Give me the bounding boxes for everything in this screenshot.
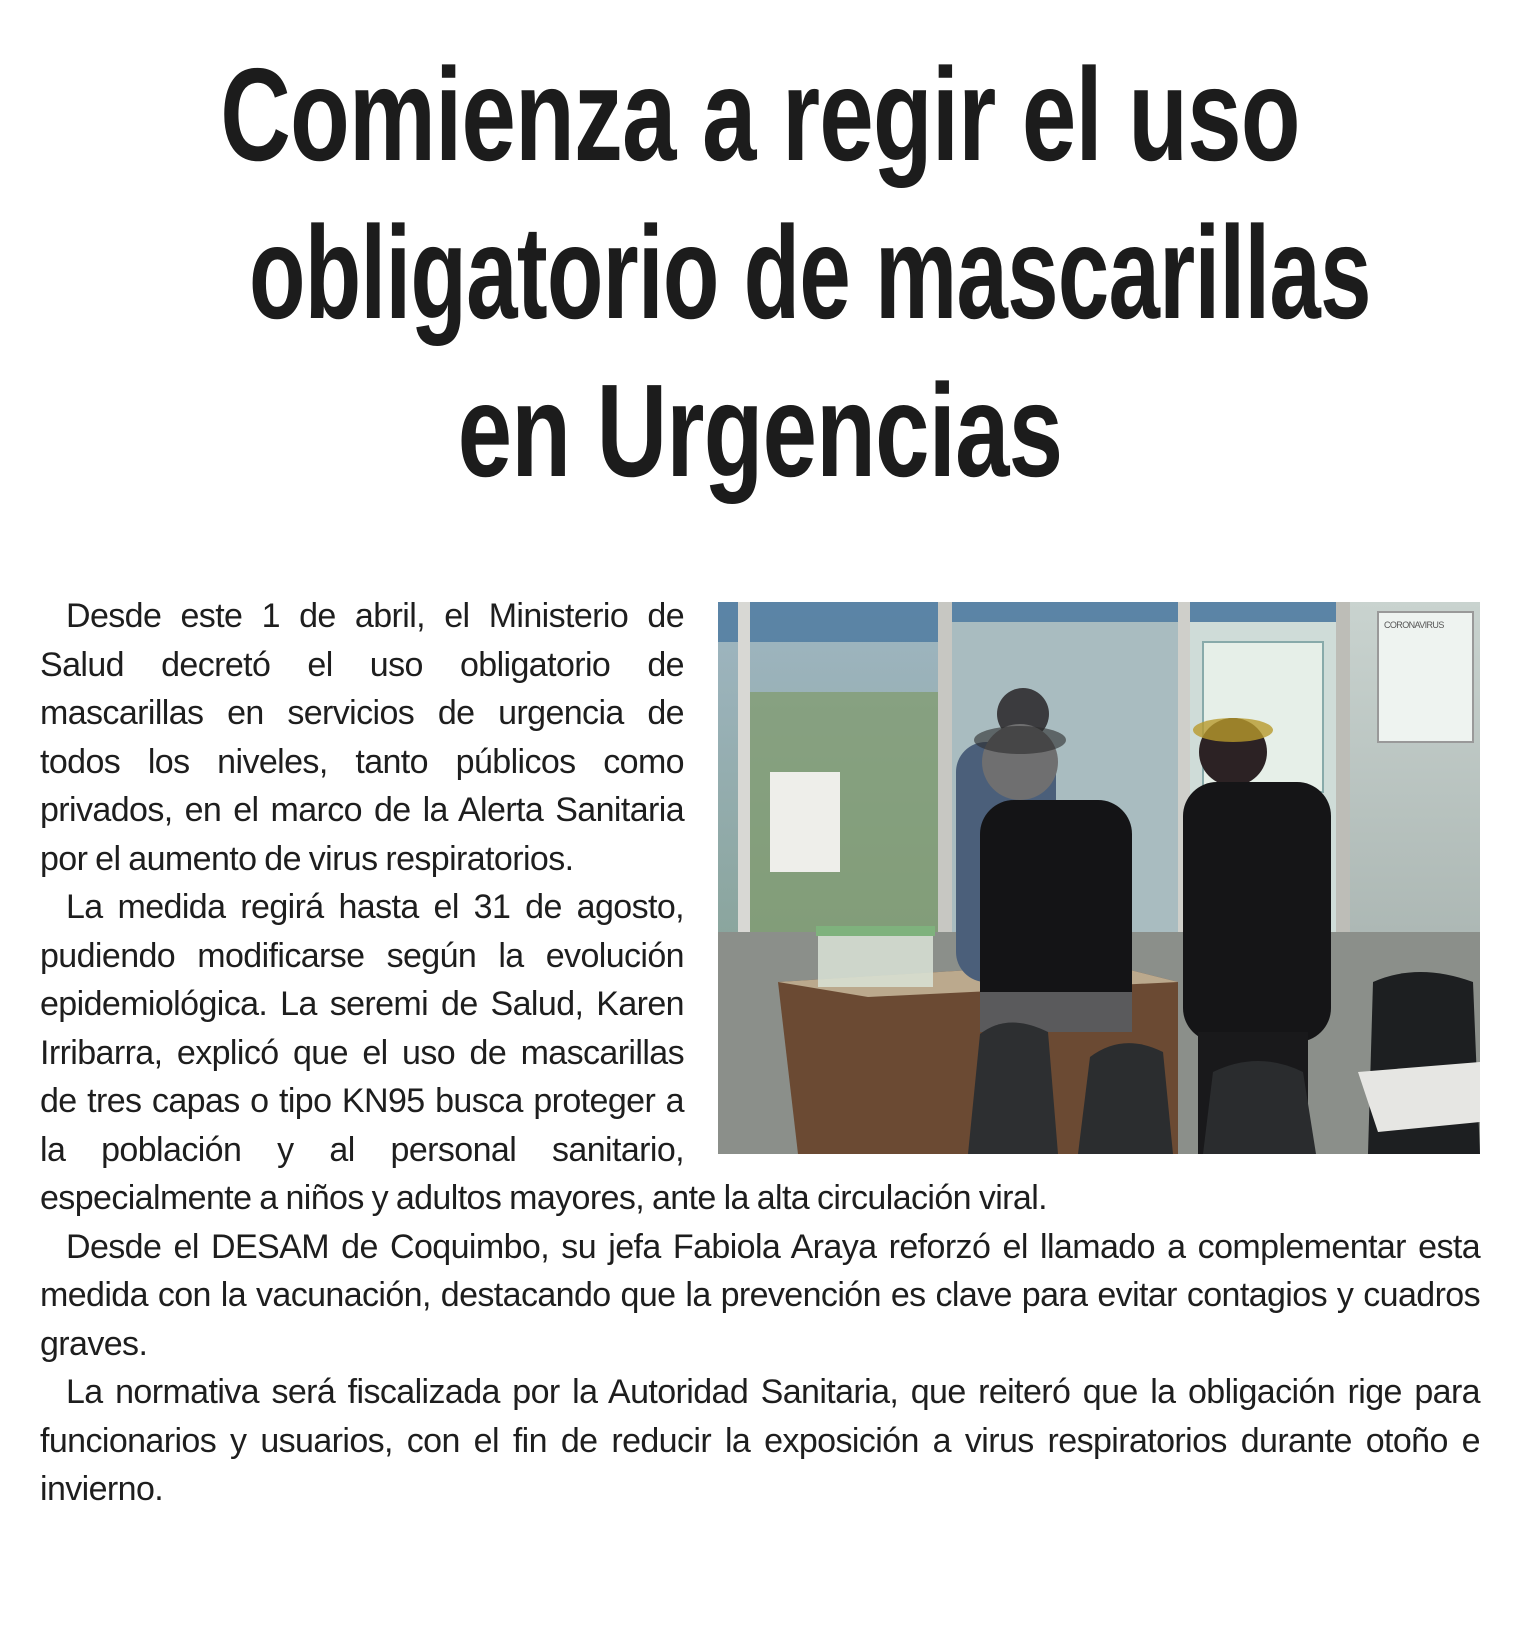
paragraph-2: La medida regirá hasta el 31 de agosto, pudiendo modificarse según la evolución epidemiológica. La seremi de Salud, Karen Irribarra, explicó que el uso de mascarillas de tres capas o tipo KN95 busca proteger a la población y al personal sanitario, especialmente a niños y adultos mayores, ante la alta circulación viral. bbox=[40, 888, 1048, 1217]
article-body bbox=[40, 592, 1480, 1514]
headline-line-2: obligatorio de mascarillas bbox=[249, 199, 1371, 346]
headline bbox=[30, 36, 1490, 510]
photo-illustration bbox=[718, 602, 1480, 1154]
paragraph-4: La normativa será fiscalizada por la Autoridad Sanitaria, que reiteró que la obligación rige para funcionarios y usuarios, con el fin de reducir la exposición a virus respiratorios durante otoño e invierno. bbox=[40, 1373, 1480, 1508]
headline-line-3: en Urgencias bbox=[457, 357, 1063, 504]
photo-sign-text: CORONAVIRUS bbox=[1384, 620, 1444, 630]
article-photo bbox=[718, 602, 1480, 1154]
paragraph-3: Desde el DESAM de Coquimbo, su jefa Fabiola Araya reforzó el llamado a complementar esta medida con la vacunación, destacando que la prevención es clave para evitar contagios y cuadros graves. bbox=[40, 1227, 1480, 1363]
headline-line-1: Comienza a regir el uso bbox=[220, 41, 1300, 188]
paragraph-1: Desde este 1 de abril, el Ministerio de Salud decretó el uso obligatorio de mascarillas en servicios de urgencia de todos los niveles, tanto públicos como privados, en el marco de la Alerta Sanitaria por el aumento de virus respiratorios. bbox=[40, 597, 684, 878]
